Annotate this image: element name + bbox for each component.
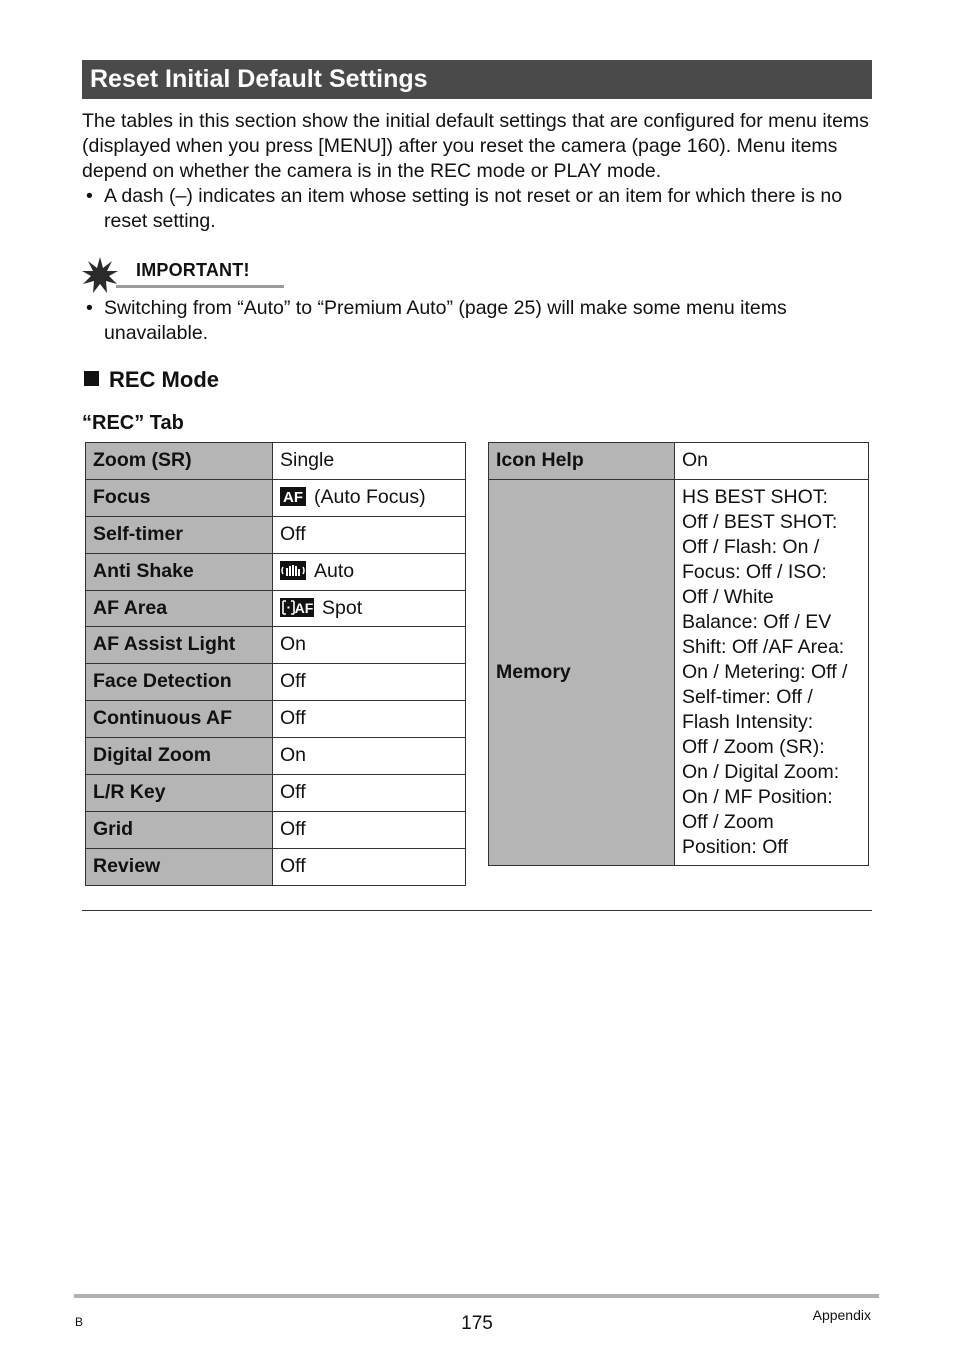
table-row [86,701,466,738]
table-row [86,811,466,848]
important-underline [116,285,284,288]
setting-value: On [273,627,466,664]
memory-line: Off / BEST SHOT: [682,511,838,533]
table-row [86,443,466,480]
section-divider [82,910,872,911]
setting-key: Memory [489,480,675,866]
table-row [86,627,466,664]
setting-key: AF Assist Light [86,627,273,664]
anti-shake-icon [280,561,306,580]
memory-line: Self-timer: Off / [682,686,813,708]
setting-key: Zoom (SR) [86,443,273,480]
table-row [86,848,466,885]
memory-line: Off / Zoom [682,811,774,833]
footer-rule [74,1294,879,1298]
memory-line: Shift: Off /AF Area: [682,636,845,658]
setting-value: Off [273,664,466,701]
setting-key: Grid [86,811,273,848]
setting-value: Off [273,811,466,848]
section-heading [84,367,219,393]
setting-key: Icon Help [489,443,675,480]
memory-line: Off / Zoom (SR): [682,736,825,758]
rec-settings-table-left [85,442,466,886]
memory-line: Off / Flash: On / [682,536,820,558]
intro-paragraph: The tables in this section show the initial default settings that are configured for menu items (displayed when you press [MENU]) after you reset the camera (page 160). Menu items depend on whether the camera is in the REC mode or PLAY mode. [82,110,869,182]
setting-value: On [273,738,466,775]
memory-line: On / MF Position: [682,786,833,808]
important-label: IMPORTANT! [136,260,250,280]
memory-line: On / Digital Zoom: [682,761,840,783]
burst-icon [82,257,118,293]
table-row [489,443,869,480]
setting-key: Review [86,848,273,885]
setting-value: Single [273,443,466,480]
setting-value: Spot [322,596,363,619]
setting-value-cell [273,590,466,627]
setting-key: Focus [86,479,273,516]
svg-text:AF: AF [283,488,303,506]
setting-key: Self-timer [86,516,273,553]
memory-line: Flash Intensity: [682,711,814,733]
important-bullet-text: Switching from “Auto” to “Premium Auto” (page 25) will make some menu items unavailable. [104,297,787,344]
memory-line: On / Metering: Off / [682,661,848,683]
important-callout [82,257,284,291]
bullet-dot: • [86,185,93,207]
bullet-dot: • [86,297,93,319]
square-bullet-icon [84,371,99,386]
intro-section [82,109,877,234]
setting-value: Off [273,775,466,812]
setting-value: (Auto Focus) [314,485,426,508]
setting-value: Off [273,516,466,553]
setting-key: Face Detection [86,664,273,701]
setting-value: Off [273,701,466,738]
table-row [86,664,466,701]
rec-settings-table-right [488,442,869,866]
memory-line: Focus: Off / ISO: [682,561,827,583]
section-heading-text: REC Mode [109,367,219,392]
table-row [86,479,466,516]
setting-key: AF Area [86,590,273,627]
table-row [489,480,869,866]
setting-value: On [675,443,869,480]
setting-value: Auto [314,559,355,582]
important-bullet [82,296,877,346]
footer-left-mark: B [75,1315,84,1329]
setting-value: Off [273,848,466,885]
svg-text:AF: AF [294,599,314,616]
spot-af-icon [280,598,314,617]
table-row [86,738,466,775]
af-icon [280,487,306,506]
memory-line: HS BEST SHOT: [682,486,828,508]
table-row [86,553,466,590]
subheading: “REC” Tab [82,412,184,434]
setting-key: Anti Shake [86,553,273,590]
memory-line: Position: Off [682,836,788,858]
setting-key: Continuous AF [86,701,273,738]
intro-bullet-text: A dash (–) indicates an item whose setting is not reset or an item for which there is no reset setting. [104,185,843,232]
setting-value-cell [273,553,466,590]
setting-key: L/R Key [86,775,273,812]
memory-line: Off / White [682,586,774,608]
intro-bullet [82,184,877,234]
page-number: 175 [461,1313,493,1334]
page-title: Reset Initial Default Settings [82,60,872,99]
setting-key: Digital Zoom [86,738,273,775]
setting-value-cell [273,479,466,516]
setting-value-cell [675,480,869,866]
table-row [86,590,466,627]
table-row [86,516,466,553]
table-row [86,775,466,812]
memory-line: Balance: Off / EV [682,611,832,633]
footer-section-label: Appendix [812,1307,871,1323]
